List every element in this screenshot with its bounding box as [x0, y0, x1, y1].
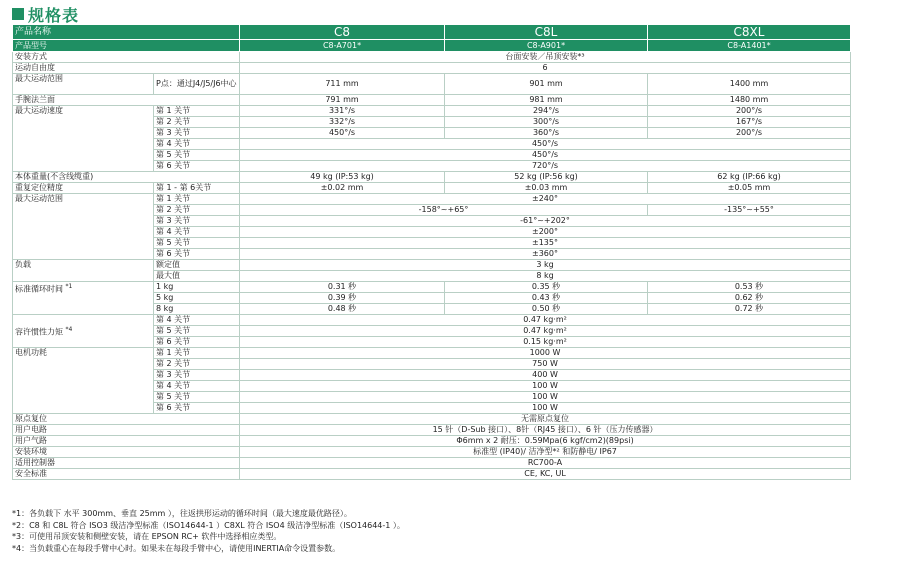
speed-j6: 720°/s [240, 161, 851, 172]
range-label: 最大运动范围 [13, 194, 154, 260]
product-name-c8: C8 [240, 25, 445, 40]
product-name-c8xl: C8XL [648, 25, 851, 40]
cycle-1kg-c8xl: 0.53 秒 [648, 282, 851, 293]
motor-joint-label: 第 4 关节 [154, 381, 240, 392]
cycle-load-label: 5 kg [154, 293, 240, 304]
model-c8xl: C8-A1401* [648, 40, 851, 52]
dof-label: 运动自由度 [13, 63, 240, 74]
repeat-sub: 第 1 - 第 6关节 [154, 183, 240, 194]
speed-j3-c8: 450°/s [240, 128, 445, 139]
reach-row [13, 74, 851, 95]
speed-joint-label: 第 3 关节 [154, 128, 240, 139]
speed-j1-c8xl: 200°/s [648, 106, 851, 117]
cycle-5kg-c8xl: 0.62 秒 [648, 293, 851, 304]
model-c8: C8-A701* [240, 40, 445, 52]
inertia-joint-label: 第 6 关节 [154, 337, 240, 348]
inertia-j4: 0.47 kg·m² [240, 315, 851, 326]
speed-joint-label: 第 5 关节 [154, 150, 240, 161]
cycle-1kg-c8l: 0.35 秒 [445, 282, 648, 293]
payload-rated-label: 额定值 [154, 260, 240, 271]
safety-row [13, 469, 851, 480]
payload-row-rated [13, 260, 851, 271]
range-joint-label: 第 4 关节 [154, 227, 240, 238]
payload-label: 负载 [13, 260, 154, 282]
footnote: *2：C8 和 C8L 符合 ISO3 级洁净型标准（ISO14644-1 ）C8XL 符合 ISO4 级洁净型标准（ISO14644-1 ）。 [12, 520, 405, 530]
speed-row-j1 [13, 106, 851, 117]
repeat-label: 重复定位精度 [13, 183, 154, 194]
weight-row [13, 172, 851, 183]
speed-label: 最大运动速度 [13, 106, 154, 172]
safety-value: CE, KC, UL [240, 469, 851, 480]
speed-j1-c8: 331°/s [240, 106, 445, 117]
speed-joint-label: 第 6 关节 [154, 161, 240, 172]
cycle-row-1 [13, 282, 851, 293]
model-c8l: C8-A901* [445, 40, 648, 52]
wiring-value: 15 针（D-Sub 接口）、8针（RJ45 接口）、6 针（压力传感器） [240, 425, 851, 436]
flange-c8xl: 1480 mm [648, 95, 851, 106]
inertia-label-cell [13, 315, 154, 348]
dof-row [13, 63, 851, 74]
motor-row-j1 [13, 348, 851, 359]
range-j3: -61°~+202° [240, 216, 851, 227]
footnotes [12, 508, 405, 554]
inertia-j6: 0.15 kg·m² [240, 337, 851, 348]
spec-table [12, 24, 851, 480]
header-row-models [13, 40, 851, 52]
footnote: *4：当负载重心在每段手臂中心时。如果未在每段手臂中心，请使用INERTIA命令设置参数。 [12, 543, 341, 553]
air-label: 用户气路 [13, 436, 240, 447]
title-square-icon [12, 8, 24, 20]
motor-joint-label: 第 6 关节 [154, 403, 240, 414]
flange-row [13, 95, 851, 106]
speed-j2-c8xl: 167°/s [648, 117, 851, 128]
wiring-label: 用户电路 [13, 425, 240, 436]
origin-row [13, 414, 851, 425]
range-j6: ±360° [240, 249, 851, 260]
cycle-5kg-c8l: 0.43 秒 [445, 293, 648, 304]
speed-j3-c8xl: 200°/s [648, 128, 851, 139]
motor-j2: 750 W [240, 359, 851, 370]
range-joint-label: 第 6 关节 [154, 249, 240, 260]
inertia-joint-label: 第 4 关节 [154, 315, 240, 326]
payload-max-label: 最大值 [154, 271, 240, 282]
range-j2-c8-c8l: -158°~+65° [240, 205, 648, 216]
reach-c8l: 901 mm [445, 74, 648, 95]
footnote: *1：各负载下 水平 300mm、垂直 25mm ），往返拱形运动的循环时间（最大速度最优路径）。 [12, 509, 352, 518]
origin-value: 无需原点复位 [240, 414, 851, 425]
product-name-c8l: C8L [445, 25, 648, 40]
speed-j4: 450°/s [240, 139, 851, 150]
inertia-label: 容许惯性力矩 [15, 327, 63, 337]
cycle-1kg-c8: 0.31 秒 [240, 282, 445, 293]
reach-c8: 711 mm [240, 74, 445, 95]
weight-c8l: 52 kg (IP:56 kg) [445, 172, 648, 183]
cycle-load-label: 1 kg [154, 282, 240, 293]
speed-joint-label: 第 2 关节 [154, 117, 240, 128]
range-joint-label: 第 2 关节 [154, 205, 240, 216]
inertia-joint-label: 第 5 关节 [154, 326, 240, 337]
range-j4: ±200° [240, 227, 851, 238]
page-title: 规格表 [28, 5, 80, 25]
speed-joint-label: 第 4 关节 [154, 139, 240, 150]
speed-j1-c8l: 294°/s [445, 106, 648, 117]
reach-label: 最大运动范围 [13, 74, 154, 95]
motor-label: 电机功耗 [13, 348, 154, 414]
repeat-c8l: ±0.03 mm [445, 183, 648, 194]
speed-j2-c8: 332°/s [240, 117, 445, 128]
title-block [12, 4, 79, 24]
motor-j3: 400 W [240, 370, 851, 381]
inertia-j5: 0.47 kg·m² [240, 326, 851, 337]
inertia-row-j4 [13, 315, 851, 326]
range-j1: ±240° [240, 194, 851, 205]
payload-rated-value: 3 kg [240, 260, 851, 271]
speed-j2-c8l: 300°/s [445, 117, 648, 128]
weight-label: 本体重量(不含线缆重) [13, 172, 240, 183]
env-row [13, 447, 851, 458]
controller-row [13, 458, 851, 469]
speed-j3-c8l: 360°/s [445, 128, 648, 139]
air-row [13, 436, 851, 447]
motor-j1: 1000 W [240, 348, 851, 359]
inertia-note: *4 [65, 325, 73, 333]
install-value: 台面安装／吊顶安装*³ [240, 52, 851, 63]
cycle-note: *1 [65, 283, 73, 290]
repeat-c8xl: ±0.05 mm [648, 183, 851, 194]
speed-j5: 450°/s [240, 150, 851, 161]
cycle-label-cell [13, 282, 154, 315]
range-joint-label: 第 1 关节 [154, 194, 240, 205]
range-j5: ±135° [240, 238, 851, 249]
origin-label: 原点复位 [13, 414, 240, 425]
reach-c8xl: 1400 mm [648, 74, 851, 95]
install-row [13, 52, 851, 63]
weight-c8xl: 62 kg (IP:66 kg) [648, 172, 851, 183]
env-value: 标准型 (IP40)/ 洁净型*² 和防静电/ IP67 [240, 447, 851, 458]
range-row-j1 [13, 194, 851, 205]
payload-max-value: 8 kg [240, 271, 851, 282]
flange-c8: 791 mm [240, 95, 445, 106]
product-name-label: 产品名称 [13, 25, 240, 40]
motor-joint-label: 第 3 关节 [154, 370, 240, 381]
motor-j5: 100 W [240, 392, 851, 403]
cycle-5kg-c8: 0.39 秒 [240, 293, 445, 304]
cycle-label: 标准循环时间 [15, 284, 63, 294]
weight-c8: 49 kg (IP:53 kg) [240, 172, 445, 183]
speed-joint-label: 第 1 关节 [154, 106, 240, 117]
env-label: 安装环境 [13, 447, 240, 458]
cycle-8kg-c8xl: 0.72 秒 [648, 304, 851, 315]
controller-value: RC700-A [240, 458, 851, 469]
motor-j6: 100 W [240, 403, 851, 414]
repeat-c8: ±0.02 mm [240, 183, 445, 194]
install-label: 安装方式 [13, 52, 240, 63]
cycle-8kg-c8: 0.48 秒 [240, 304, 445, 315]
model-label: 产品型号 [13, 40, 240, 52]
motor-joint-label: 第 5 关节 [154, 392, 240, 403]
repeat-row [13, 183, 851, 194]
safety-label: 安全标准 [13, 469, 240, 480]
range-joint-label: 第 3 关节 [154, 216, 240, 227]
footnote: *3：可使用吊顶安装和侧壁安装，请在 EPSON RC+ 软件中选择相应类型。 [12, 532, 282, 541]
cycle-8kg-c8l: 0.50 秒 [445, 304, 648, 315]
range-j2-c8xl: -135°~+55° [648, 205, 851, 216]
flange-c8l: 981 mm [445, 95, 648, 106]
header-row-names [13, 25, 851, 40]
controller-label: 适用控制器 [13, 458, 240, 469]
reach-sub: P点：通过J4/J5/J6中心 [154, 74, 240, 95]
motor-joint-label: 第 2 关节 [154, 359, 240, 370]
range-joint-label: 第 5 关节 [154, 238, 240, 249]
motor-j4: 100 W [240, 381, 851, 392]
dof-value: 6 [240, 63, 851, 74]
motor-joint-label: 第 1 关节 [154, 348, 240, 359]
air-value: Φ6mm x 2 耐压：0.59Mpa(6 kgf/cm2)(89psi) [240, 436, 851, 447]
wiring-row [13, 425, 851, 436]
cycle-load-label: 8 kg [154, 304, 240, 315]
flange-label: 手腕法兰面 [13, 95, 240, 106]
